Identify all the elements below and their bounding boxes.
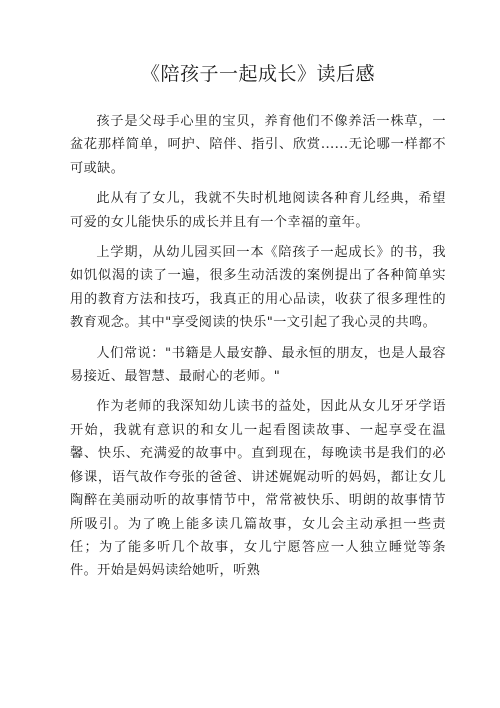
paragraph-3: 上学期，从幼儿园买回一本《陪孩子一起成长》的书，我如饥似渴的读了一遍，很多生动活泼的案例提出了各种简单实用的教育方法和技巧，我真正的用心品读，收获了很多理性的教育观念。其中"享受阅读的快乐"一文引起了我心灵的共鸣。 [70,245,446,331]
paragraph-1: 孩子是父母手心里的宝贝，养育他们不像养活一株草，一盆花那样简单，呵护、陪伴、指引、欣赏......无论哪一样都不可或缺。 [70,114,446,176]
document-title: 《陪孩子一起成长》读后感 [140,63,375,85]
paragraph-5: 作为老师的我深知幼儿读书的益处，因此从女儿牙牙学语开始，我就有意识的和女儿一起看图读故事、一起享受在温馨、快乐、充满爱的故事中。直到现在，每晚读书是我们的必修课，语气故作夸张的爸爸、讲述娓娓动听的妈妈，都让女儿陶醉在美丽动听的故事情节中，常常被快乐、明朗的故事情节所吸引。为了晚上能多读几篇故事，女儿会主动承担一些责任；为了能多听几个故事，女儿宁愿答应一人独立睡觉等条件。开始是妈妈读给她听，听熟 [70,399,446,579]
paragraph-2: 此从有了女儿，我就不失时机地阅读各种育儿经典，希望可爱的女儿能快乐的成长并且有一个幸福的童年。 [70,191,446,230]
paragraph-4: 人们常说："书籍是人最安静、最永恒的朋友，也是人最容易接近、最智慧、最耐心的老师。" [70,345,446,385]
document-body [70,110,446,583]
